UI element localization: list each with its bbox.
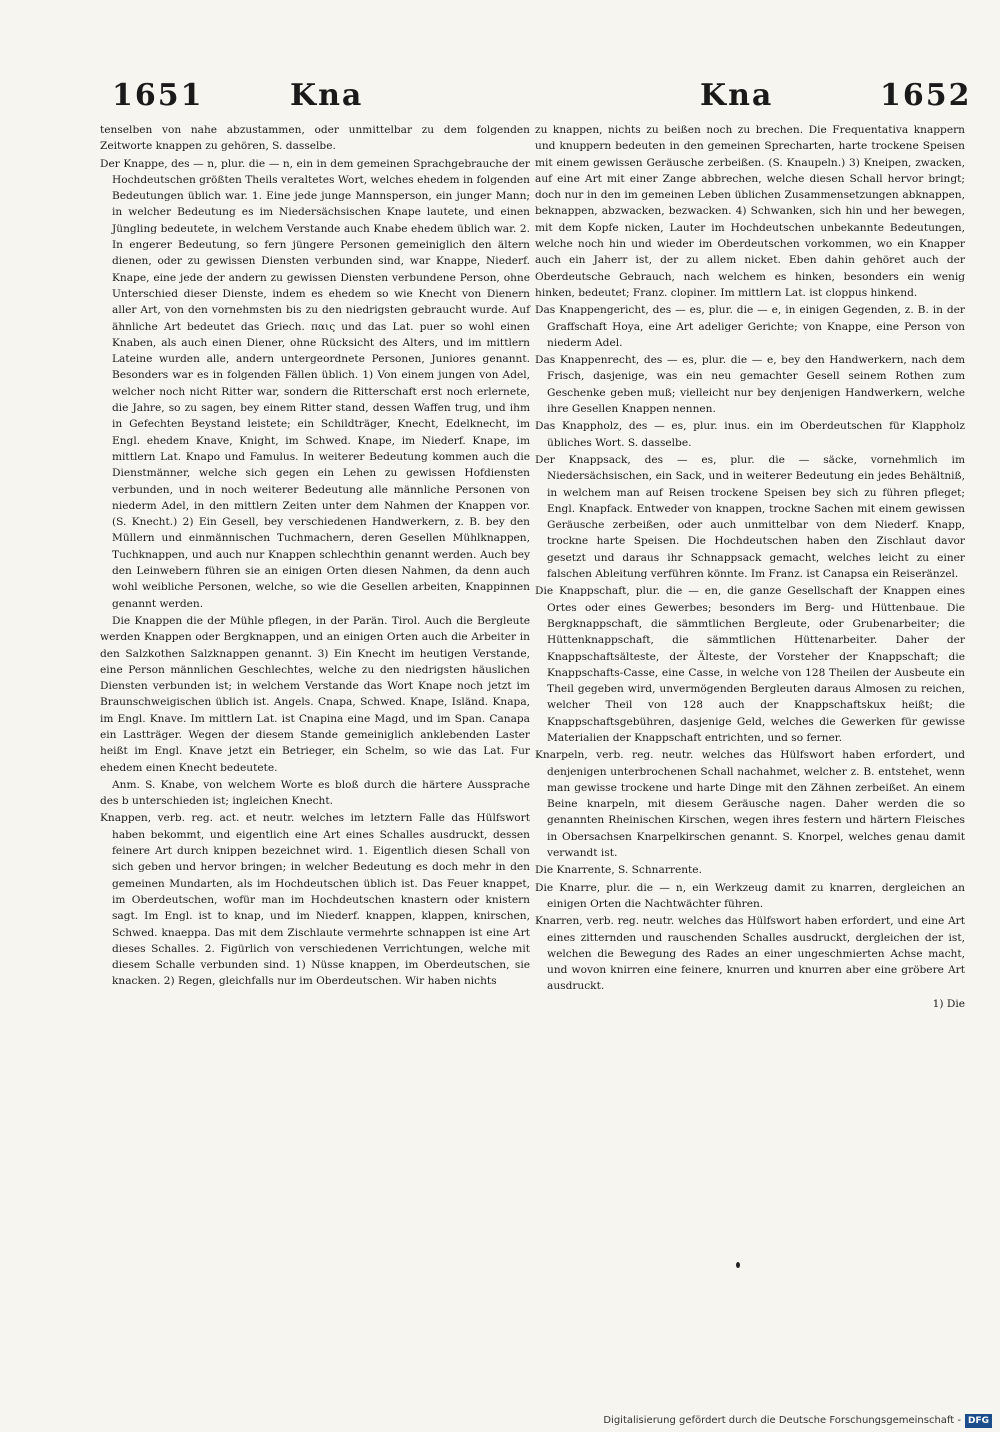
entry-knappe-note: Anm. S. Knabe, von welchem Worte es bloß durch die härtere Aussprache des b unterschieden ist; ingleichen Knecht. <box>100 778 530 808</box>
entry-knappen-verb: Knappen, verb. reg. act. et neutr. welches im letztern Falle das Hülfswort haben bekommt, und eigentlich eine Art eines Schalles ausdruckt, dessen feinere Art durch knippen bezeichnet wird. 1. Eigentlich diesen Schall von sich geben und hervor bringen; in welcher Bedeutung es doch mehr in den gemeinen Mundarten, als im Hochdeutschen üblich ist. Das Feuer knappet, im Oberdeutschen, wofür man im Hochdeutschen knastern oder knistern sagt. Im Engl. ist to knap, und im Niederf. knappen, klappen, knirschen, Schwed. knaeppa. Das mit dem Zischlaute vermehrte schnappen ist eine Art dieses Schalles. 2. Figürlich von verschiedenen Verrichtungen, welche mit diesem Schalle verbunden sind. 1) Nüsse knappen, im Oberdeutschen, sie knacken. 2) Regen, gleichfalls nur im Oberdeutschen. Wir haben nichts <box>100 812 530 988</box>
entry-knappe-cont: Die Knappen die der Mühle pflegen, in der Parän. Tirol. Auch die Bergleute werden Knappen oder Bergknappen, und an einigen Orten auch die Arbeiter in den Salzkothen Salzknappen genannt. 3) Ein Knecht im heutigen Verstande, eine Person männlichen Geschlechtes, welche zu den niedrigsten häuslichen Diensten verbunden ist; in welchem Verstande das Wort Knape noch jetzt im Braunschweigischen üblich ist. Angels. Cnapa, Schwed. Knape, Isländ. Knapa, im Engl. Knave. Im mittlern Lat. ist Cnapina eine Magd, und im Span. Canapa ein Lastträger. Wegen der diesem Stande gemeiniglich anklebenden Laster heißt im Engl. Knave jetzt ein Betrieger, ein Schelm, so wie das Lat. Fur ehedem einen Knecht bedeutete. <box>100 614 530 774</box>
entry-knappengericht: Das Knappengericht, des — es, plur. die — e, in einigen Gegenden, z. B. in der Graffschaft Hoya, eine Art adeliger Gerichte; von Knappe, eine Person von niederm Adel. <box>535 304 965 349</box>
right-column <box>535 122 965 1012</box>
ink-mark <box>736 1262 740 1268</box>
running-head-left: Kna <box>290 78 364 113</box>
entry-knarre: Die Knarre, plur. die — n, ein Werkzeug damit zu knarren, dergleichen an einigen Orten die Nachtwächter führen. <box>535 881 965 910</box>
running-head-right: Kna <box>700 78 774 113</box>
entry-continuation: tenselben von nahe abzustammen, oder unmittelbar zu dem folgenden Zeitworte knappen zu gehören, S. dasselbe. <box>100 124 530 153</box>
entry-knarrente: Die Knarrente, S. Schnarrente. <box>535 864 702 877</box>
footer-text: Digitalisierung gefördert durch die Deutsche Forschungsgemeinschaft - <box>603 1415 961 1426</box>
entry-knappsack: Der Knappsack, des — es, plur. die — säcke, vornehmlich im Niedersächsischen, ein Sack, und in weiterer Bedeutung ein jedes Behältniß, in welchem man auf Reisen trockene Speisen bey sich zu führen pfleget; Engl. Knapfack. Entweder von knappen, trockne Sachen mit einem gewissen Geräusche zerbeißen, oder auch unmittelbar von dem Niederf. Knapp, trockne harte Speisen. Die Hochdeutschen haben den Zischlaut davor gesetzt und daraus ihr Schnappsack gemacht, welches leicht zu einer falschen Ableitung verführen könnte. Im Franz. ist Canapsa ein Reiseränzel. <box>535 453 965 581</box>
left-column <box>100 122 530 990</box>
page-number-right: 1652 <box>880 78 972 113</box>
entry-knappschaft: Die Knappschaft, plur. die — en, die ganze Gesellschaft der Knappen eines Ortes oder eines Gewerbes; besonders im Berg- und Hüttenbaue. Die Bergknappschaft, die sämmtlichen Bergleute, oder Grubenarbeiter; die Hüttenknappschaft, die sämmtlichen Hüttenarbeiter. Daher der Knappschaftsälteste, der Älteste, der Vorsteher der Knappschaft; die Knappschafts-Casse, eine Casse, in welche von 128 Theilen der Ausbeute ein Theil gegeben wird, unvermögenden Bergleuten daraus Almosen zu reichen, welcher Theil von 128 auch der Knappschaftskux heißt; die Knappschaftsgebühren, dasjenige Geld, welches die Gewerken für gewisse Materialien der Knappschaft entrichten, und so ferner. <box>535 585 965 744</box>
page-number-left: 1651 <box>112 78 204 113</box>
entry-knappe: Der Knappe, des — n, plur. die — n, ein in dem gemeinen Sprachgebrauche der Hochdeutschen größten Theils veraltetes Wort, welches ehedem in folgenden Bedeutungen üblich war. 1. Eine jede junge Mannsperson, ein junger Mann; in welcher Bedeutung es im Niedersächsischen Knape lautete, und einen Jüngling bedeutete, in welchem Verstande auch Knabe ehedem üblich war. 2. In engerer Bedeutung, so fern jüngere Personen gemeiniglich den ältern dienen, oder zu gewissen Diensten verbunden sind, war Knappe, Niederf. Knape, eine jede der andern zu gewissen Diensten verbundene Person, ohne Unterschied dieser Dienste, indem es ehedem so wie Knecht von Dienern aller Art, von den vornehmsten bis zu den niedrigsten gebraucht wurde. Auf ähnliche Art bedeutet das Griech. παις und das Lat. puer so wohl einen Knaben, als auch einen Diener, ohne Rücksicht des Alters, und im mittlern Lateine wurden alle, andern untergeordnete Personen, Juniores genannt. Besonders war es in folgenden Fällen üblich. 1) Von einem jungen von Adel, welcher noch nicht Ritter war, sondern die Ritterschaft erst noch erlernete, die Jahre, so zu sagen, bey einem Ritter stand, dessen Waffen trug, und ihm in Gefechten Beystand leistete; ein Schildträger, Knecht, Edelknecht, im Engl. ehedem Knave, Knight, im Schwed. Knape, im Niederf. Knape, im mittlern Lat. Knapo und Famulus. In weiterer Bedeutung kommen auch die Dienstmänner, welche sich gegen ein Lehen zu gewissen Hofdiensten verbunden, und in noch weiterer Bedeutung alle männliche Personen von niederm Adel, in den mittlern Zeiten unter dem Nahmen der Knappen vor. (S. Knecht.) 2) Ein Gesell, bey verschiedenen Handwerkern, z. B. bey den Müllern und einmännischen Tuchmachern, deren Gesellen Mühlknappen, Tuchknappen, und auch nur Knappen schlechthin genannt werden. Auch bey den Leinwebern führen sie an einigen Orten diesen Nahmen, da denn auch wohl weibliche Personen, welche, so wie die Gesellen arbeiten, Knappinnen genannt werden. <box>100 157 530 610</box>
entry-continuation: zu knappen, nichts zu beißen noch zu brechen. Die Frequentativa knappern und knuppern bedeuten in den gemeinen Sprecharten, harte trockene Speisen mit einem gewissen Geräusche zerbeißen. (S. Knaupeln.) 3) Kneipen, zwacken, auf eine Art mit einer Zange abbrechen, welche diesen Schall hervor bringt; doch nur in den im gemeinen Leben üblichen Zusammensetzungen abknappen, beknappen, abzwacken, bezwacken. 4) Schwanken, sich hin und her bewegen, mit dem Kopfe nicken, Lauter im Hochdeutschen unbekannte Bedeutungen, welche noch hin und wieder im Oberdeutschen vorkommen, wo ein Knapper auch ein Jaherr ist, der zu allem nicket. Eben dahin gehöret auch der Oberdeutsche Gebrauch, nach welchem es hinken, besonders ein wenig hinken, bedeutet; Franz. clopiner. Im mittlern Lat. ist cloppus hinkend. <box>535 124 965 299</box>
entry-knappenrecht: Das Knappenrecht, des — es, plur. die — e, bey den Handwerkern, nach dem Frisch, dasjenige, was ein neu gemachter Gesell seinem Rothen zum Geschenke geben muß; vielleicht nur bey denjenigen Handwerkern, welche ihre Gesellen Knappen nennen. <box>535 354 965 416</box>
footer-credit <box>603 1414 992 1428</box>
entry-knappholz: Das Knappholz, des — es, plur. inus. ein im Oberdeutschen für Klappholz übliches Wort. S. dasselbe. <box>535 420 965 449</box>
entry-knarren: Knarren, verb. reg. neutr. welches das Hülfswort haben erfordert, und eine Art eines zitternden und rauschenden Schalles ausdruckt, dergleichen der ist, welchen die Bewegung des Rades an einer ungeschmierten Achse macht, und wovon knirren eine feinere, knurren und knurren aber eine gröbere Art ausdruckt. <box>535 915 965 993</box>
entry-knarpeln: Knarpeln, verb. reg. neutr. welches das Hülfswort haben erfordert, und denjenigen unterbrochenen Schall nachahmet, welcher z. B. entstehet, wenn man gewisse trockene und harte Dinge mit den Zähnen zerbeißet. An einem Beine knarpeln, mit diesem Geräusche nagen. Daher werden die so genannten Rheinischen Kirschen, wegen ihres festern und härtern Fleisches in Obersachsen Knarpelkirschen genannt. S. Knorpel, welches genau damit verwandt ist. <box>535 749 965 860</box>
catchword: 1) Die <box>932 997 965 1010</box>
dfg-logo: DFG <box>965 1414 992 1428</box>
